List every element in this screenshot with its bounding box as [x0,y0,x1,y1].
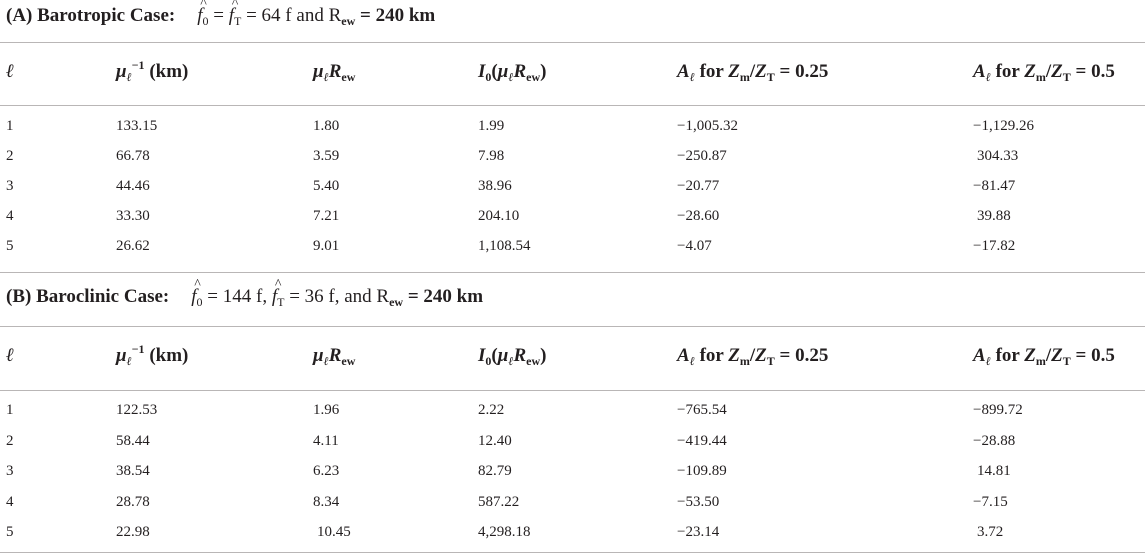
table-row [0,208,1145,228]
table-cell: 9.01 [313,238,340,254]
table-cell: −28.88 [973,432,1016,449]
header-mu-inverse: $\mu_\ell^{-1}$ (km) [116,58,189,84]
table-cell: 7.21 [313,208,340,224]
header-a-025: $A_\ell$ for $Z_m/Z_T = 0.25$ [677,345,829,368]
table-cell: 4.11 [313,432,339,449]
table-cell: 3.59 [313,148,340,164]
table-cell: 3 [6,178,14,194]
table-cell: 204.10 [478,208,520,224]
table-cell: −109.89 [677,463,727,479]
table-cell: 1 [6,118,14,134]
table-row [0,494,1145,514]
header-l: ℓ [6,345,15,366]
table-cell: 2 [6,432,14,449]
section-b-title: (B) Baroclinic Case:^ $f_0 = 144$ f, ^ $f_T = 36$ f, and $R_{ew} = 240$ km [6,286,483,308]
table-cell: −53.50 [677,493,720,510]
table-cell: −419.44 [677,432,727,449]
table-cell: 4 [6,208,14,224]
table-cell: 1.80 [313,118,340,134]
table-cell: 28.78 [116,493,150,510]
table-cell: −1,005.32 [677,118,738,134]
table-cell: 38.54 [116,463,150,479]
table-cell: 4 [6,493,14,510]
table-row [0,118,1145,138]
table-cell: 22.98 [116,524,150,540]
header-a-05: $A_\ell$ for $Z_m/Z_T = 0.5$ [973,345,1115,368]
divider [0,272,1145,273]
table-row [0,148,1145,168]
table-cell: −1,129.26 [973,118,1034,134]
table-cell: 6.23 [313,463,340,479]
table-cell: 66.78 [116,148,150,164]
divider [0,105,1145,106]
table-row [0,238,1145,258]
divider [0,552,1145,553]
table-cell: 5 [6,524,14,540]
table-cell: 44.46 [116,178,150,194]
table-row [0,402,1145,422]
table-cell: −4.07 [677,238,712,254]
header-row [0,342,1145,369]
table-cell: −23.14 [677,524,720,540]
table-cell: 1.96 [313,402,340,418]
divider [0,326,1145,327]
header-mu-inverse: $\mu_\ell^{-1}$ (km) [116,342,189,368]
table-cell: 14.81 [977,463,1011,479]
table-cell: 1,108.54 [478,238,531,254]
section-a-title: (A) Barotropic Case:^ $f_0$ = ^ $f_T = 64$ f and $R_{ew} = 240$ km [6,5,435,27]
table-row [0,524,1145,544]
table-cell: 304.33 [977,148,1019,164]
table-cell: 133.15 [116,118,158,134]
table-row [0,463,1145,483]
header-a-05: $A_\ell$ for $Z_m/Z_T = 0.5$ [973,61,1115,84]
table-cell: −250.87 [677,148,727,164]
header-i0: $I_0(\mu_\ell R_{ew})$ [478,61,547,84]
table-cell: 5 [6,238,14,254]
table-cell: 2.22 [478,402,505,418]
table-row [0,433,1145,453]
table-cell: 122.53 [116,402,158,418]
table-cell: −765.54 [677,402,727,418]
table-cell: 38.96 [478,178,512,194]
header-i0: $I_0(\mu_\ell R_{ew})$ [478,345,547,368]
table-row [0,178,1145,198]
table-cell: 4,298.18 [478,524,531,540]
table-cell: 3.72 [977,524,1004,540]
header-mu-rew: $\mu_\ell R_{ew}$ [313,345,356,368]
table-cell: 12.40 [478,432,512,449]
table-cell: −7.15 [973,493,1008,510]
table-cell: 58.44 [116,432,150,449]
table-cell: 26.62 [116,238,150,254]
table-cell: 2 [6,148,14,164]
table-cell: −20.77 [677,178,720,194]
table-cell: 1 [6,402,14,418]
divider [0,390,1145,391]
table-cell: 5.40 [313,178,340,194]
table-cell: 39.88 [977,208,1011,224]
table-cell: 82.79 [478,463,512,479]
table-cell: −28.60 [677,208,720,224]
table-cell: 8.34 [313,493,340,510]
table-cell: 10.45 [317,524,351,540]
divider [0,42,1145,43]
header-l: ℓ [6,61,15,82]
table-cell: 1.99 [478,118,505,134]
table-cell: 33.30 [116,208,150,224]
table-cell: −81.47 [973,178,1016,194]
table-cell: −17.82 [973,238,1016,254]
table-cell: 587.22 [478,493,520,510]
header-mu-rew: $\mu_\ell R_{ew}$ [313,61,356,84]
table-cell: −899.72 [973,402,1023,418]
header-a-025: $A_\ell$ for $Z_m/Z_T = 0.25$ [677,61,829,84]
table-cell: 3 [6,463,14,479]
header-row [0,58,1145,85]
table-cell: 7.98 [478,148,505,164]
